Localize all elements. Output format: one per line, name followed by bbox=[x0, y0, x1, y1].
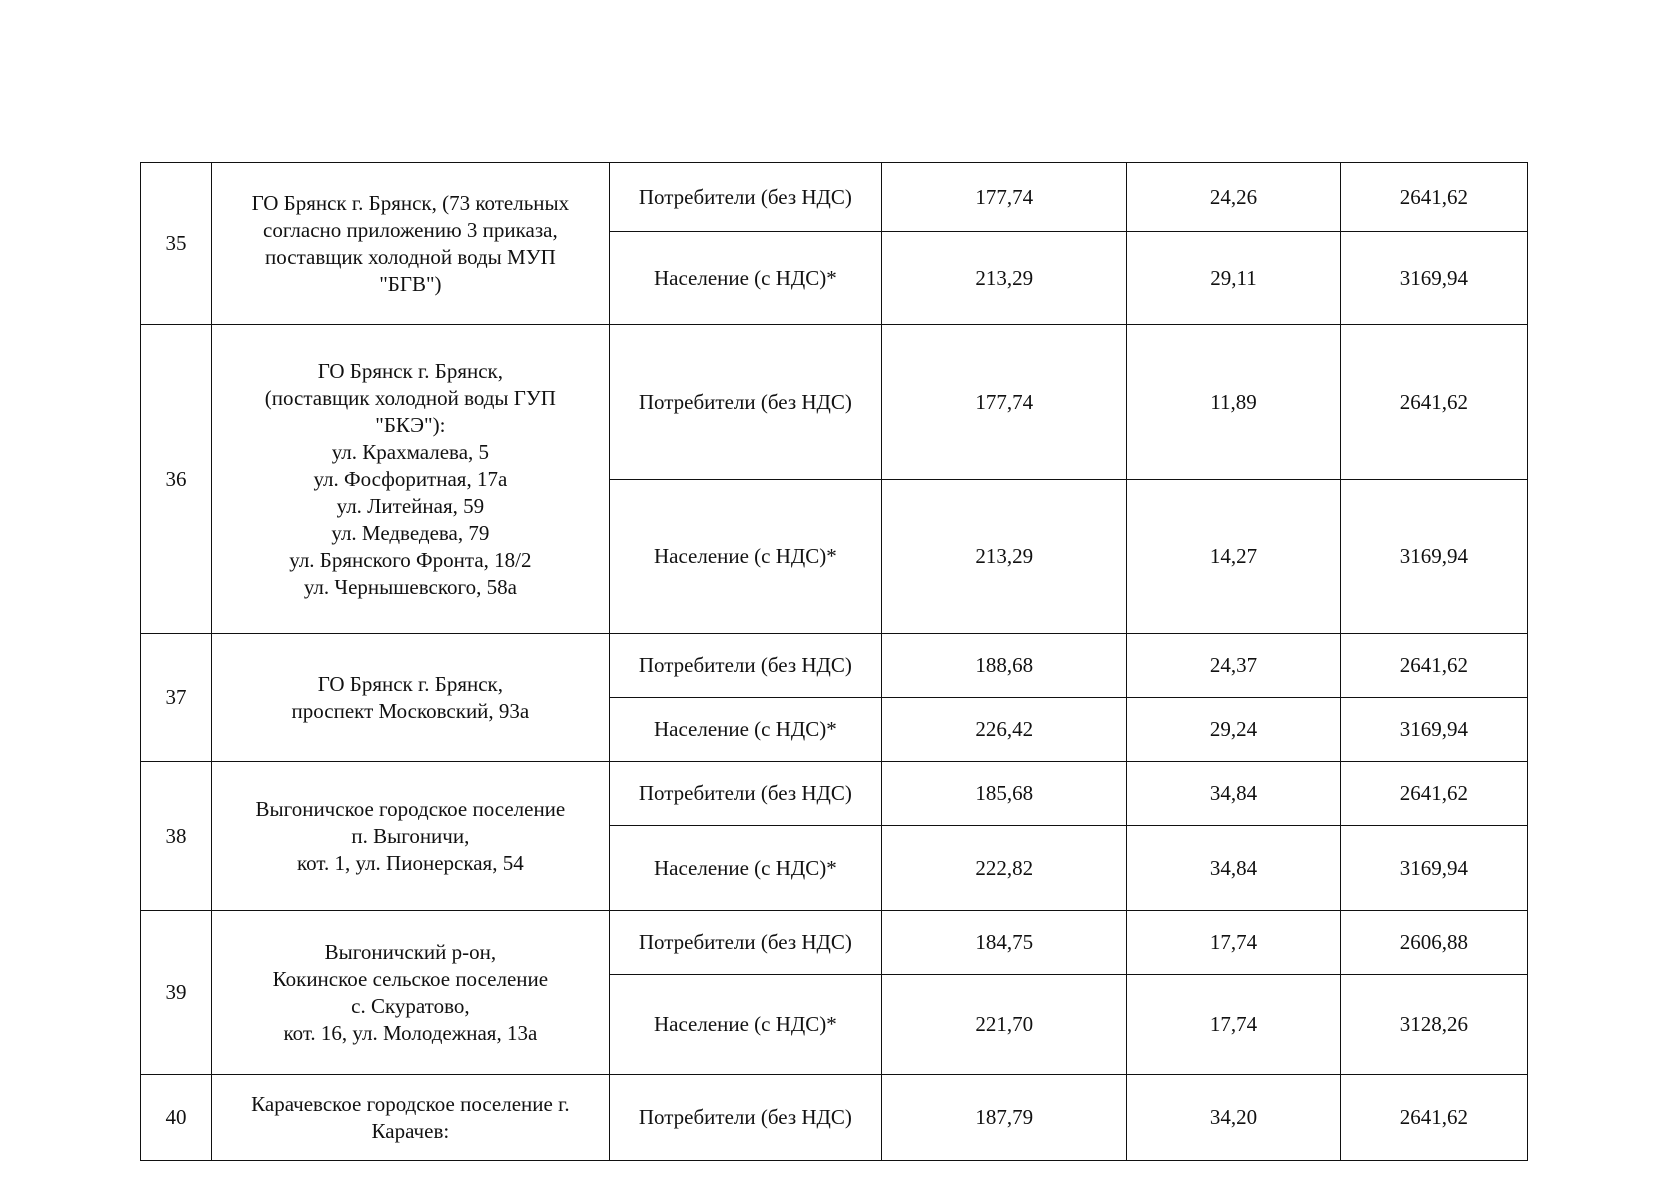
name-line: (поставщик холодной воды ГУП bbox=[264, 385, 556, 410]
value-cell: 2641,62 bbox=[1340, 163, 1527, 232]
value-cell: 29,24 bbox=[1127, 698, 1340, 762]
name-line: Выгоничский р-он, bbox=[324, 939, 497, 964]
name-line: кот. 1, ул. Пионерская, 54 bbox=[297, 850, 524, 875]
name-line: Карачевское городское поселение г. bbox=[251, 1091, 570, 1116]
supplier-name bbox=[212, 163, 610, 325]
name-line: поставщик холодной воды МУП bbox=[265, 244, 556, 269]
name-line: "БКЭ"): bbox=[375, 412, 446, 437]
name-line: Карачев: bbox=[371, 1118, 450, 1143]
value-cell: 34,20 bbox=[1127, 1075, 1340, 1161]
name-line: п. Выгоничи, bbox=[351, 823, 470, 848]
table-row bbox=[141, 762, 1528, 826]
name-line: кот. 16, ул. Молодежная, 13а bbox=[283, 1020, 538, 1045]
table-row bbox=[141, 1075, 1528, 1161]
name-line: ГО Брянск г. Брянск, bbox=[317, 671, 503, 696]
name-line: ул. Брянского Фронта, 18/2 bbox=[289, 547, 532, 572]
value-cell: 14,27 bbox=[1127, 480, 1340, 634]
supplier-name bbox=[212, 634, 610, 762]
value-cell: 24,37 bbox=[1127, 634, 1340, 698]
name-line: ул. Чернышевского, 58а bbox=[303, 574, 517, 599]
row-number: 35 bbox=[141, 163, 212, 325]
value-cell: 29,11 bbox=[1127, 232, 1340, 325]
name-line: согласно приложению 3 приказа, bbox=[263, 217, 558, 242]
value-cell: 221,70 bbox=[882, 975, 1127, 1075]
name-line: ул. Фосфоритная, 17а bbox=[313, 466, 508, 491]
row-number: 40 bbox=[141, 1075, 212, 1161]
table-row bbox=[141, 911, 1528, 975]
value-cell: 184,75 bbox=[882, 911, 1127, 975]
supplier-name bbox=[212, 325, 610, 634]
consumer-category: Население (с НДС)* bbox=[609, 698, 881, 762]
value-cell: 177,74 bbox=[882, 325, 1127, 480]
table-row bbox=[141, 163, 1528, 232]
consumer-category: Население (с НДС)* bbox=[609, 826, 881, 911]
value-cell: 2606,88 bbox=[1340, 911, 1527, 975]
name-line: "БГВ") bbox=[379, 271, 442, 296]
name-line: ул. Медведева, 79 bbox=[331, 520, 490, 545]
value-cell: 17,74 bbox=[1127, 975, 1340, 1075]
consumer-category: Потребители (без НДС) bbox=[609, 762, 881, 826]
value-cell: 3128,26 bbox=[1340, 975, 1527, 1075]
tariff-table bbox=[140, 162, 1528, 1161]
consumer-category: Потребители (без НДС) bbox=[609, 325, 881, 480]
value-cell: 2641,62 bbox=[1340, 634, 1527, 698]
consumer-category: Население (с НДС)* bbox=[609, 232, 881, 325]
consumer-category: Население (с НДС)* bbox=[609, 480, 881, 634]
consumer-category: Потребители (без НДС) bbox=[609, 634, 881, 698]
value-cell: 3169,94 bbox=[1340, 826, 1527, 911]
name-line: ГО Брянск г. Брянск, bbox=[317, 358, 503, 383]
value-cell: 34,84 bbox=[1127, 826, 1340, 911]
name-line: Кокинское сельское поселение bbox=[272, 966, 549, 991]
value-cell: 3169,94 bbox=[1340, 480, 1527, 634]
table-row bbox=[141, 634, 1528, 698]
value-cell: 2641,62 bbox=[1340, 325, 1527, 480]
name-line: ул. Крахмалева, 5 bbox=[331, 439, 490, 464]
name-line: ул. Литейная, 59 bbox=[336, 493, 485, 518]
value-cell: 24,26 bbox=[1127, 163, 1340, 232]
consumer-category: Потребители (без НДС) bbox=[609, 1075, 881, 1161]
value-cell: 185,68 bbox=[882, 762, 1127, 826]
value-cell: 3169,94 bbox=[1340, 698, 1527, 762]
name-line: ГО Брянск г. Брянск, (73 котельных bbox=[251, 190, 570, 215]
value-cell: 17,74 bbox=[1127, 911, 1340, 975]
value-cell: 11,89 bbox=[1127, 325, 1340, 480]
name-line: проспект Московский, 93а bbox=[291, 698, 530, 723]
value-cell: 222,82 bbox=[882, 826, 1127, 911]
value-cell: 2641,62 bbox=[1340, 1075, 1527, 1161]
name-line: Выгоничское городское поселение bbox=[255, 796, 566, 821]
supplier-name bbox=[212, 1075, 610, 1161]
table-row bbox=[141, 325, 1528, 480]
value-cell: 226,42 bbox=[882, 698, 1127, 762]
value-cell: 177,74 bbox=[882, 163, 1127, 232]
row-number: 36 bbox=[141, 325, 212, 634]
row-number: 37 bbox=[141, 634, 212, 762]
value-cell: 188,68 bbox=[882, 634, 1127, 698]
consumer-category: Население (с НДС)* bbox=[609, 975, 881, 1075]
supplier-name bbox=[212, 911, 610, 1075]
value-cell: 187,79 bbox=[882, 1075, 1127, 1161]
row-number: 39 bbox=[141, 911, 212, 1075]
consumer-category: Потребители (без НДС) bbox=[609, 163, 881, 232]
consumer-category: Потребители (без НДС) bbox=[609, 911, 881, 975]
value-cell: 213,29 bbox=[882, 232, 1127, 325]
value-cell: 3169,94 bbox=[1340, 232, 1527, 325]
value-cell: 2641,62 bbox=[1340, 762, 1527, 826]
value-cell: 34,84 bbox=[1127, 762, 1340, 826]
supplier-name bbox=[212, 762, 610, 911]
value-cell: 213,29 bbox=[882, 480, 1127, 634]
row-number: 38 bbox=[141, 762, 212, 911]
name-line: с. Скуратово, bbox=[351, 993, 470, 1018]
